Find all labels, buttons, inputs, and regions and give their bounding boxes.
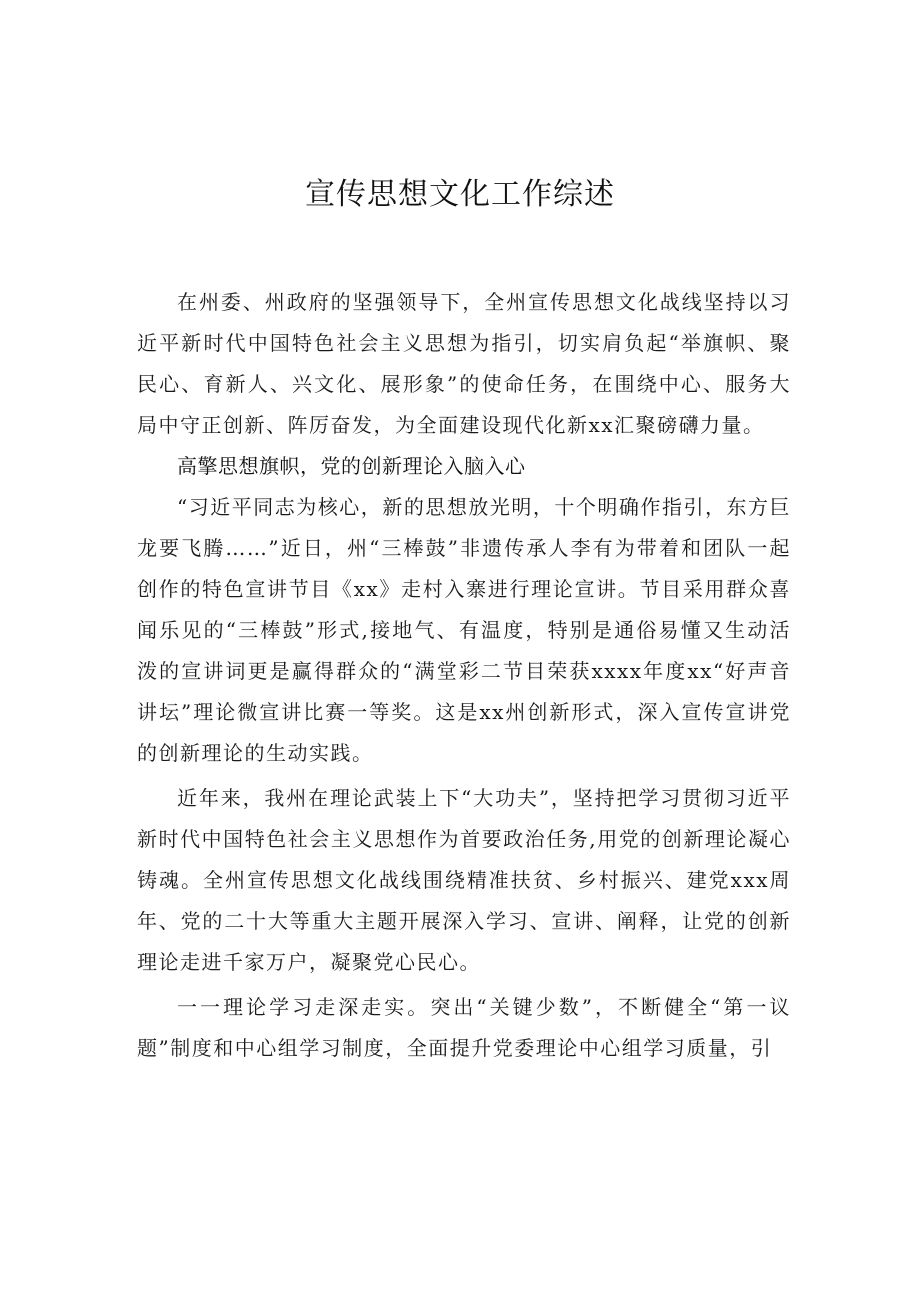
body-paragraph: “习近平同志为核心，新的思想放光明，十个明确作指引，东方巨龙要飞腾……”近日，州“三棒鼓”非遗传承人李有为带着和团队一起创作的特色宣讲节目《xx》走村入寨进行理论宣讲。节目采用群众喜闻乐见的“三棒鼓”形式,接地气、有温度，特别是通俗易懂又生动活泼的宣讲词更是赢得群众的“满堂彩二节目荣获xxxx年度xx“好声音讲坛”理论微宣讲比赛一等奖。这是xx州创新形式，深入宣传宣讲党的创新理论的生动实践。 bbox=[137, 495, 791, 765]
document-body bbox=[137, 282, 791, 1069]
section-heading: 高擎思想旗帜，党的创新理论入脑入心 bbox=[177, 454, 526, 478]
document-title: 宣传思想文化工作综述 bbox=[305, 177, 615, 212]
body-paragraph: 一一理论学习走深走实。突出“关键少数”，不断健全“第一议题”制度和中心组学习制度，全面提升党委理论中心组学习质量，引 bbox=[137, 995, 791, 1060]
body-paragraph: 近年来，我州在理论武装上下“大功夫”，坚持把学习贯彻习近平新时代中国特色社会主义思想作为首要政治任务,用党的创新理论凝心铸魂。全州宣传思想文化战线围绕精准扶贫、乡村振兴、建党xxx周年、党的二十大等重大主题开展深入学习、宣讲、阐释，让党的创新理论走进千家万户，凝聚党心民心。 bbox=[137, 786, 791, 974]
intro-paragraph: 在州委、州政府的坚强领导下，全州宣传思想文化战线坚持以习近平新时代中国特色社会主义思想为指引，切实肩负起“举旗帜、聚民心、育新人、兴文化、展形象”的使命任务，在围绕中心、服务大局中守正创新、阵厉奋发，为全面建设现代化新xx汇聚磅礴力量。 bbox=[137, 290, 791, 437]
